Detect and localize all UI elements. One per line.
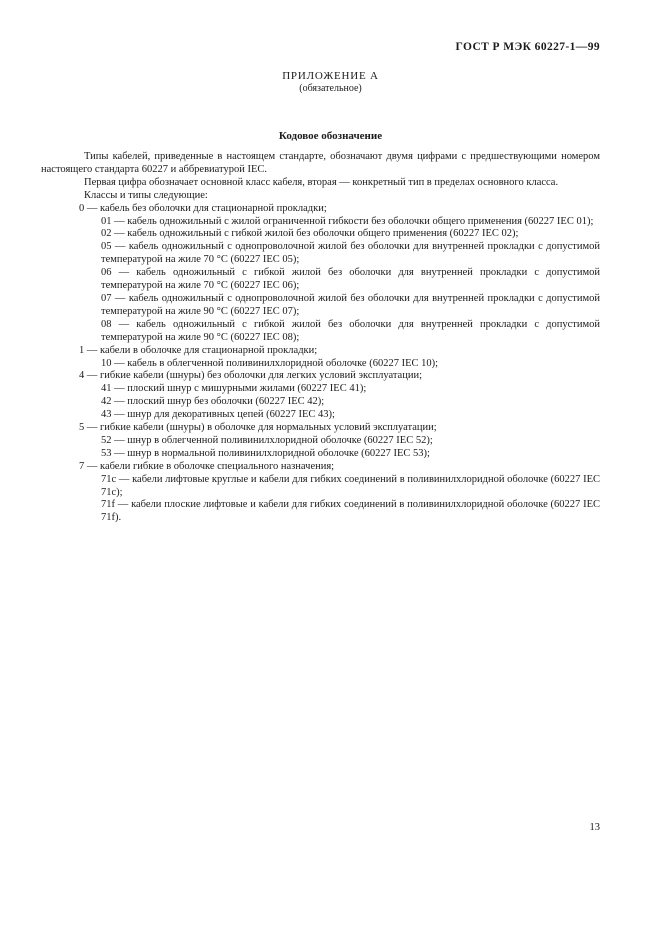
code-list-item: 06 — кабель одножильный с гибкой жилой без оболочки для внутренней прокладки с допустимой температурой на жиле 70 °С (60227 IEC 06);	[101, 267, 600, 292]
code-class-item: 4 — гибкие кабели (шнуры) без оболочки для легких условий эксплуатации;	[79, 370, 422, 382]
code-list-item: 10 — кабель в облегченной поливинилхлоридной оболочке (60227 IEC 10);	[101, 357, 439, 369]
code-list-item: 05 — кабель одножильный с однопроволочной жилой без оболочки для внутренней прокладки с допустимой температурой на жиле 70 °С (60227 IEC 05);	[101, 241, 600, 266]
code-list-item: 07 — кабель одножильный с однопроволочной жилой без оболочки для внутренней прокладки с допустимой температурой на жиле 90 °С (60227 IEC 07);	[101, 292, 600, 317]
code-class-item: 7 — кабели гибкие в оболочке специального назначения;	[79, 460, 335, 472]
code-list-item: 43 — шнур для декоративных цепей (60227 IEC 43);	[101, 409, 335, 421]
section-title: Кодовое обозначение	[278, 130, 383, 142]
code-list-item: 02 — кабель одножильный с гибкой жилой без оболочки общего применения (60227 IEC 02);	[101, 228, 519, 240]
code-list-item: 08 — кабель одножильный с гибкой жилой без оболочки для внутренней прокладки с допустимой температурой на жиле 90 °С (60227 IEC 08);	[101, 318, 600, 343]
code-list-item: 71f — кабели плоские лифтовые и кабели для гибких соединений в поливинилхлоридной оболочке (60227 IEC 71f).	[101, 499, 600, 524]
code-list-item: 42 — плоский шнур без оболочки (60227 IEC 42);	[101, 396, 325, 408]
code-list-item: 01 — кабель одножильный с жилой ограниченной гибкости без оболочки общего применения (60227 IEC 01);	[101, 215, 594, 227]
paragraph: Типы кабелей, приведенные в настоящем стандарте, обозначают двумя цифрами с предшествующими номером настоящего стандарта 60227 и аббревиатурой IEC.	[41, 151, 600, 175]
code-class-item: 5 — гибкие кабели (шнуры) в оболочке для нормальных условий эксплуатации;	[79, 422, 437, 434]
paragraph: Первая цифра обозначает основной класс кабеля, вторая — конкретный тип в пределах основного класса.	[84, 176, 559, 188]
code-list-item: 41 — плоский шнур с мишурными жилами (60227 IEC 41);	[101, 383, 367, 395]
code-list-item: 52 — шнур в облегченной поливинилхлоридной оболочке (60227 IEC 52);	[101, 434, 433, 446]
code-class-item: 0 — кабель без оболочки для стационарной прокладки;	[79, 202, 327, 214]
page-number: 13	[589, 822, 600, 833]
body-text	[41, 151, 600, 525]
code-list-item: 71с — кабели лифтовые круглые и кабели для гибких соединений в поливинилхлоридной оболочке (60227 IEC 71с);	[101, 473, 600, 498]
code-list-item: 53 — шнур в нормальной поливинилхлоридной оболочке (60227 IEC 53);	[101, 447, 430, 459]
paragraph: Классы и типы следующие:	[84, 189, 208, 201]
standard-designation-header: ГОСТ Р МЭК 60227-1—99	[455, 41, 600, 53]
appendix-title: ПРИЛОЖЕНИЕ А	[282, 70, 379, 82]
code-class-item: 1 — кабели в оболочке для стационарной прокладки;	[79, 344, 318, 356]
appendix-subtitle: (обязательное)	[299, 83, 362, 94]
